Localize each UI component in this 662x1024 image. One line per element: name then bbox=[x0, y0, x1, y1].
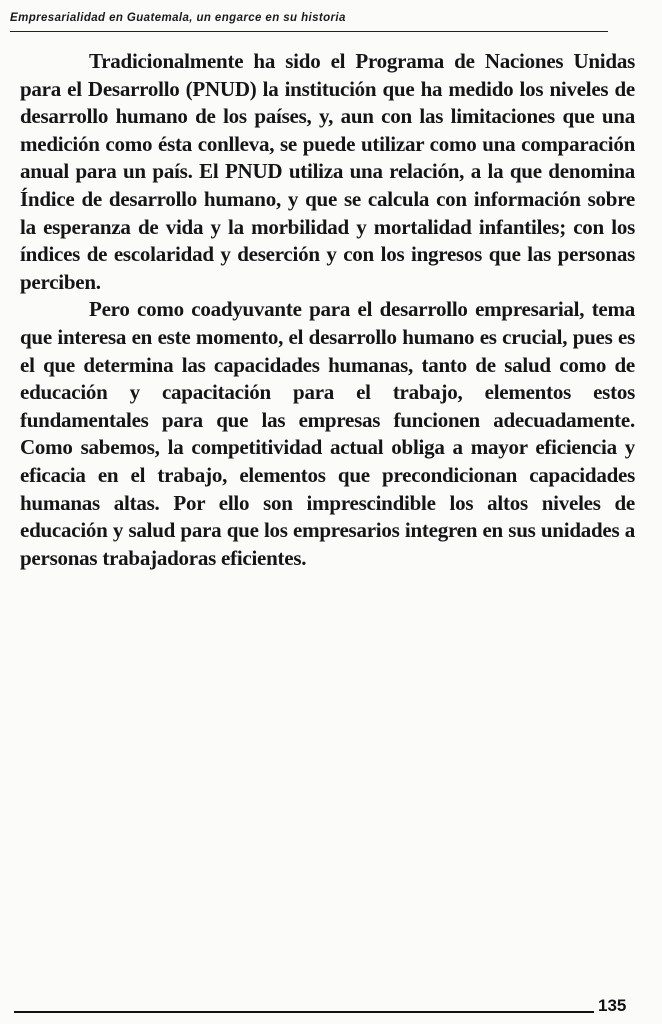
running-head: Empresarialidad en Guatemala, un engarce en su historia bbox=[10, 12, 346, 24]
paragraph-2: Pero como coadyuvante para el desarrollo empresarial, tema que interesa en este momento, el desarrollo humano es crucial, pues es el que determina las capacidades humanas, tanto de salud como de educación y capacitación para el trabajo, elementos estos fundamentales para que las empresas funcionen adecuadamente. Como sabemos, la competitividad actual obliga a mayor eficiencia y eficacia en el trabajo, elementos que precondicionan capacidades humanas altas. Por ello son imprescindible los altos niveles de educación y salud para que los empresarios integren en sus unidades a personas trabajadoras eficientes. bbox=[20, 297, 635, 570]
body-text bbox=[20, 48, 635, 572]
page-number: 135 bbox=[598, 996, 627, 1015]
header-rule bbox=[10, 31, 608, 32]
footer-rule bbox=[14, 1011, 594, 1013]
paragraph-1: Tradicionalmente ha sido el Programa de Naciones Unidas para el Desarrollo (PNUD) la institución que ha medido los niveles de desarrollo humano de los países, y, aun con las limitaciones que una medición como ésta conlleva, se puede utilizar como una comparación anual para un país. El PNUD utiliza una relación, a la que denomina Índice de desarrollo humano, y que se calcula con información sobre la esperanza de vida y la morbilidad y mortalidad infantiles; con los índices de escolaridad y deserción y con los ingresos que las personas perciben. bbox=[20, 49, 635, 294]
